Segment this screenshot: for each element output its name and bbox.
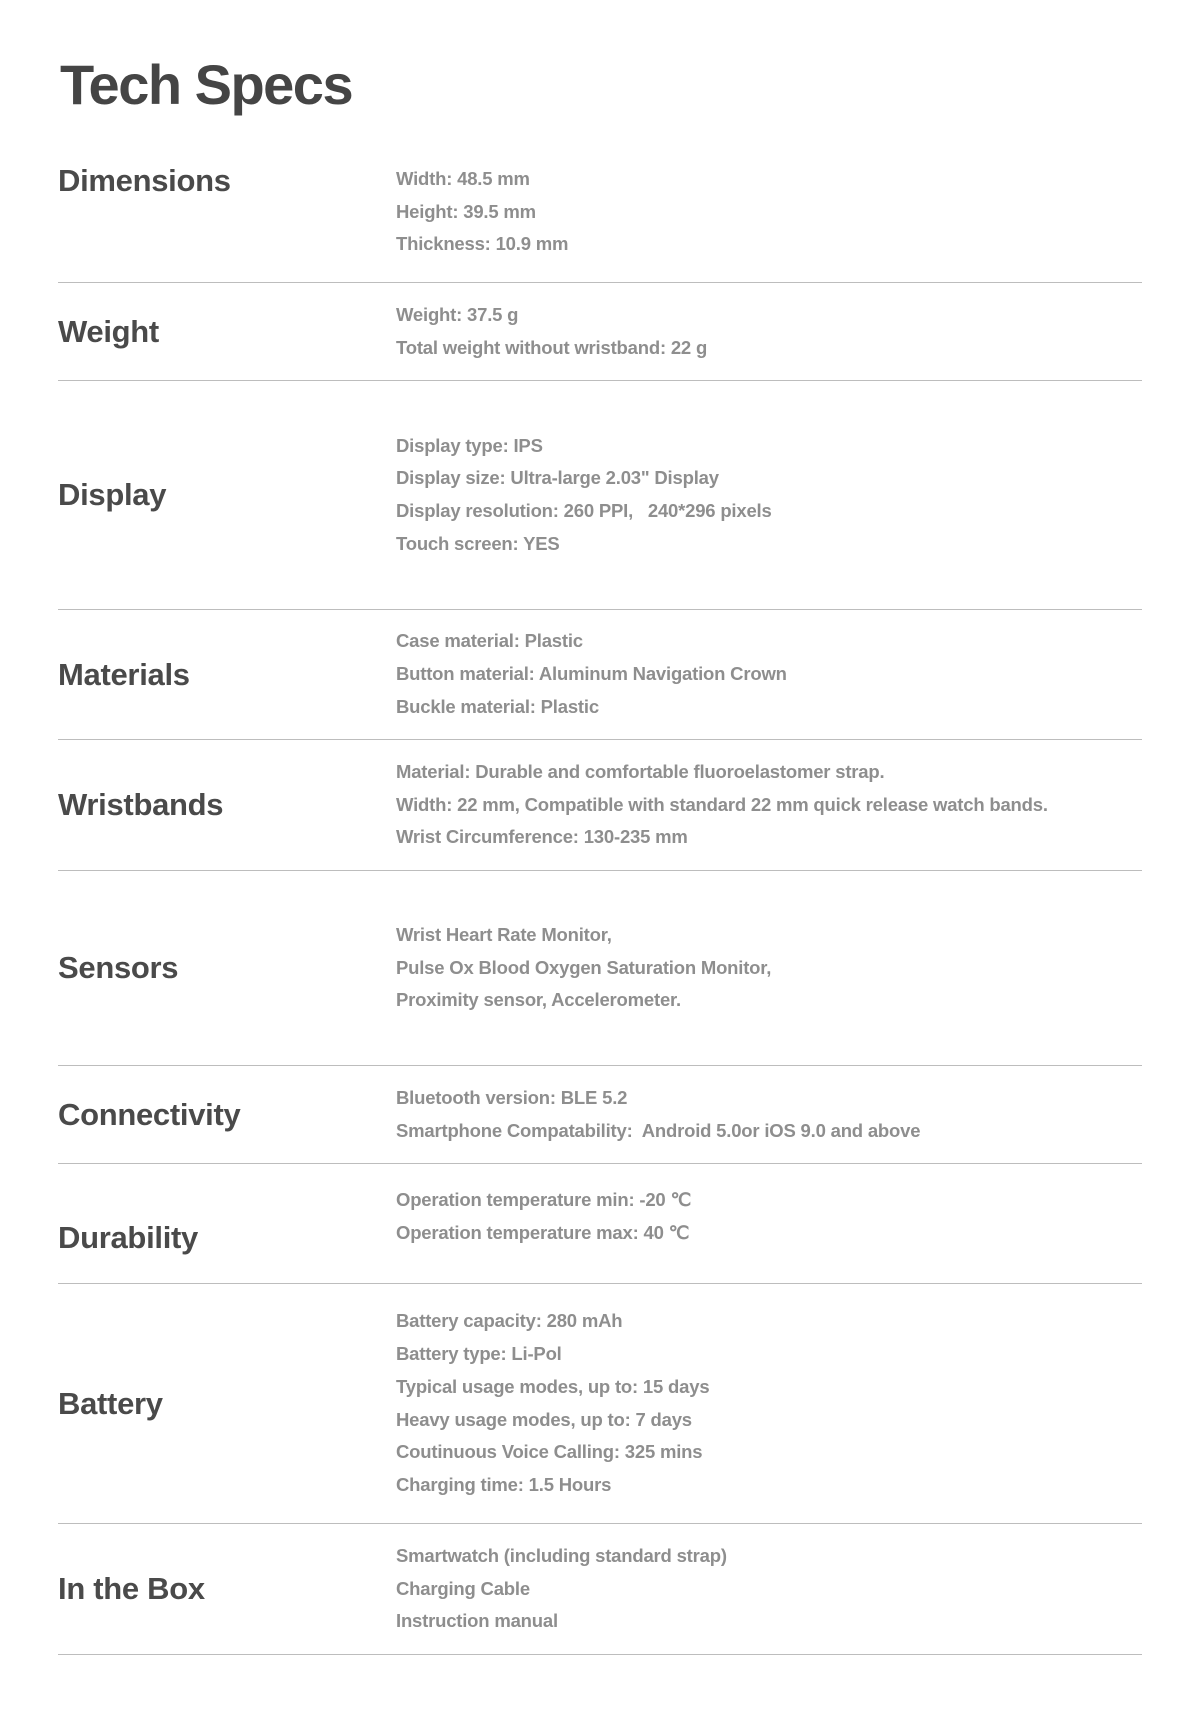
spec-label: Battery: [58, 1385, 163, 1421]
spec-value: Typical usage modes, up to: 15 days: [396, 1375, 710, 1397]
spec-values: [396, 1184, 1142, 1263]
spec-value: Wrist Heart Rate Monitor,: [396, 923, 612, 945]
spec-value: Heavy usage modes, up to: 7 days: [396, 1408, 692, 1430]
spec-value: Display type: IPS: [396, 434, 543, 456]
spec-values: [396, 1305, 1142, 1501]
spec-row-materials: [58, 610, 1142, 740]
spec-value: Operation temperature min: -20 ℃: [396, 1188, 692, 1210]
spec-row-connectivity: [58, 1066, 1142, 1164]
spec-value: Smartwatch (including standard strap): [396, 1544, 727, 1566]
spec-value: Wrist Circumference: 130-235 mm: [396, 826, 688, 848]
spec-value: Total weight without wristband: 22 g: [396, 336, 708, 358]
spec-value: Case material: Plastic: [396, 630, 583, 652]
spec-value: Battery type: Li-Pol: [396, 1343, 562, 1365]
specs-table: [58, 153, 1142, 1655]
spec-value: Coutinuous Voice Calling: 325 mins: [396, 1441, 703, 1463]
spec-row-durability: [58, 1164, 1142, 1284]
spec-value: Charging Cable: [396, 1577, 530, 1599]
spec-label: Dimensions: [58, 163, 231, 198]
spec-value: Thickness: 10.9 mm: [396, 233, 569, 255]
spec-row-wristbands: [58, 740, 1142, 871]
spec-value: Material: Durable and comfortable fluoroelastomer strap.: [396, 760, 885, 782]
spec-row-in-the-box: [58, 1524, 1142, 1655]
spec-values: [396, 1540, 1142, 1638]
spec-label: Materials: [58, 656, 190, 692]
spec-values: [396, 430, 1142, 561]
spec-row-battery: [58, 1284, 1142, 1524]
spec-value: Proximity sensor, Accelerometer.: [396, 989, 681, 1011]
spec-values: [396, 299, 1142, 364]
spec-values: [396, 625, 1142, 723]
spec-label: In the Box: [58, 1571, 205, 1606]
spec-value: Width: 48.5 mm: [396, 168, 530, 189]
spec-values: [396, 919, 1142, 1017]
spec-value: Operation temperature max: 40 ℃: [396, 1221, 690, 1243]
spec-value: Display resolution: 260 PPI, 240*296 pixels: [396, 500, 772, 521]
spec-value: Buckle material: Plastic: [396, 695, 599, 717]
spec-row-sensors: [58, 871, 1142, 1066]
spec-row-display: [58, 381, 1142, 610]
spec-label: Durability: [58, 1219, 198, 1255]
spec-value: Charging time: 1.5 Hours: [396, 1473, 612, 1495]
spec-value: Instruction manual: [396, 1610, 558, 1632]
spec-row-dimensions: [58, 153, 1142, 283]
spec-value: Pulse Ox Blood Oxygen Saturation Monitor,: [396, 956, 772, 978]
spec-value: Width: 22 mm, Compatible with standard 22 mm quick release watch bands.: [396, 793, 1048, 815]
spec-label: Sensors: [58, 950, 179, 985]
spec-label: Weight: [58, 313, 159, 349]
spec-label: Wristbands: [58, 787, 224, 822]
spec-value: Display size: Ultra-large 2.03" Display: [396, 467, 719, 489]
spec-value: Height: 39.5 mm: [396, 200, 536, 222]
spec-values: [396, 163, 1142, 261]
spec-values: [396, 756, 1142, 854]
spec-label: Display: [58, 477, 167, 512]
spec-value: Battery capacity: 280 mAh: [396, 1310, 623, 1332]
spec-value: Button material: Aluminum Navigation Crown: [396, 663, 787, 685]
spec-value: Touch screen: YES: [396, 532, 560, 554]
spec-value: Bluetooth version: BLE 5.2: [396, 1086, 628, 1108]
spec-value: Smartphone Compatability: Android 5.0or iOS 9.0 and above: [396, 1119, 921, 1141]
spec-label: Connectivity: [58, 1096, 241, 1132]
spec-values: [396, 1082, 1142, 1147]
page-title: Tech Specs: [60, 53, 353, 116]
spec-value: Weight: 37.5 g: [396, 303, 519, 325]
spec-row-weight: [58, 283, 1142, 381]
